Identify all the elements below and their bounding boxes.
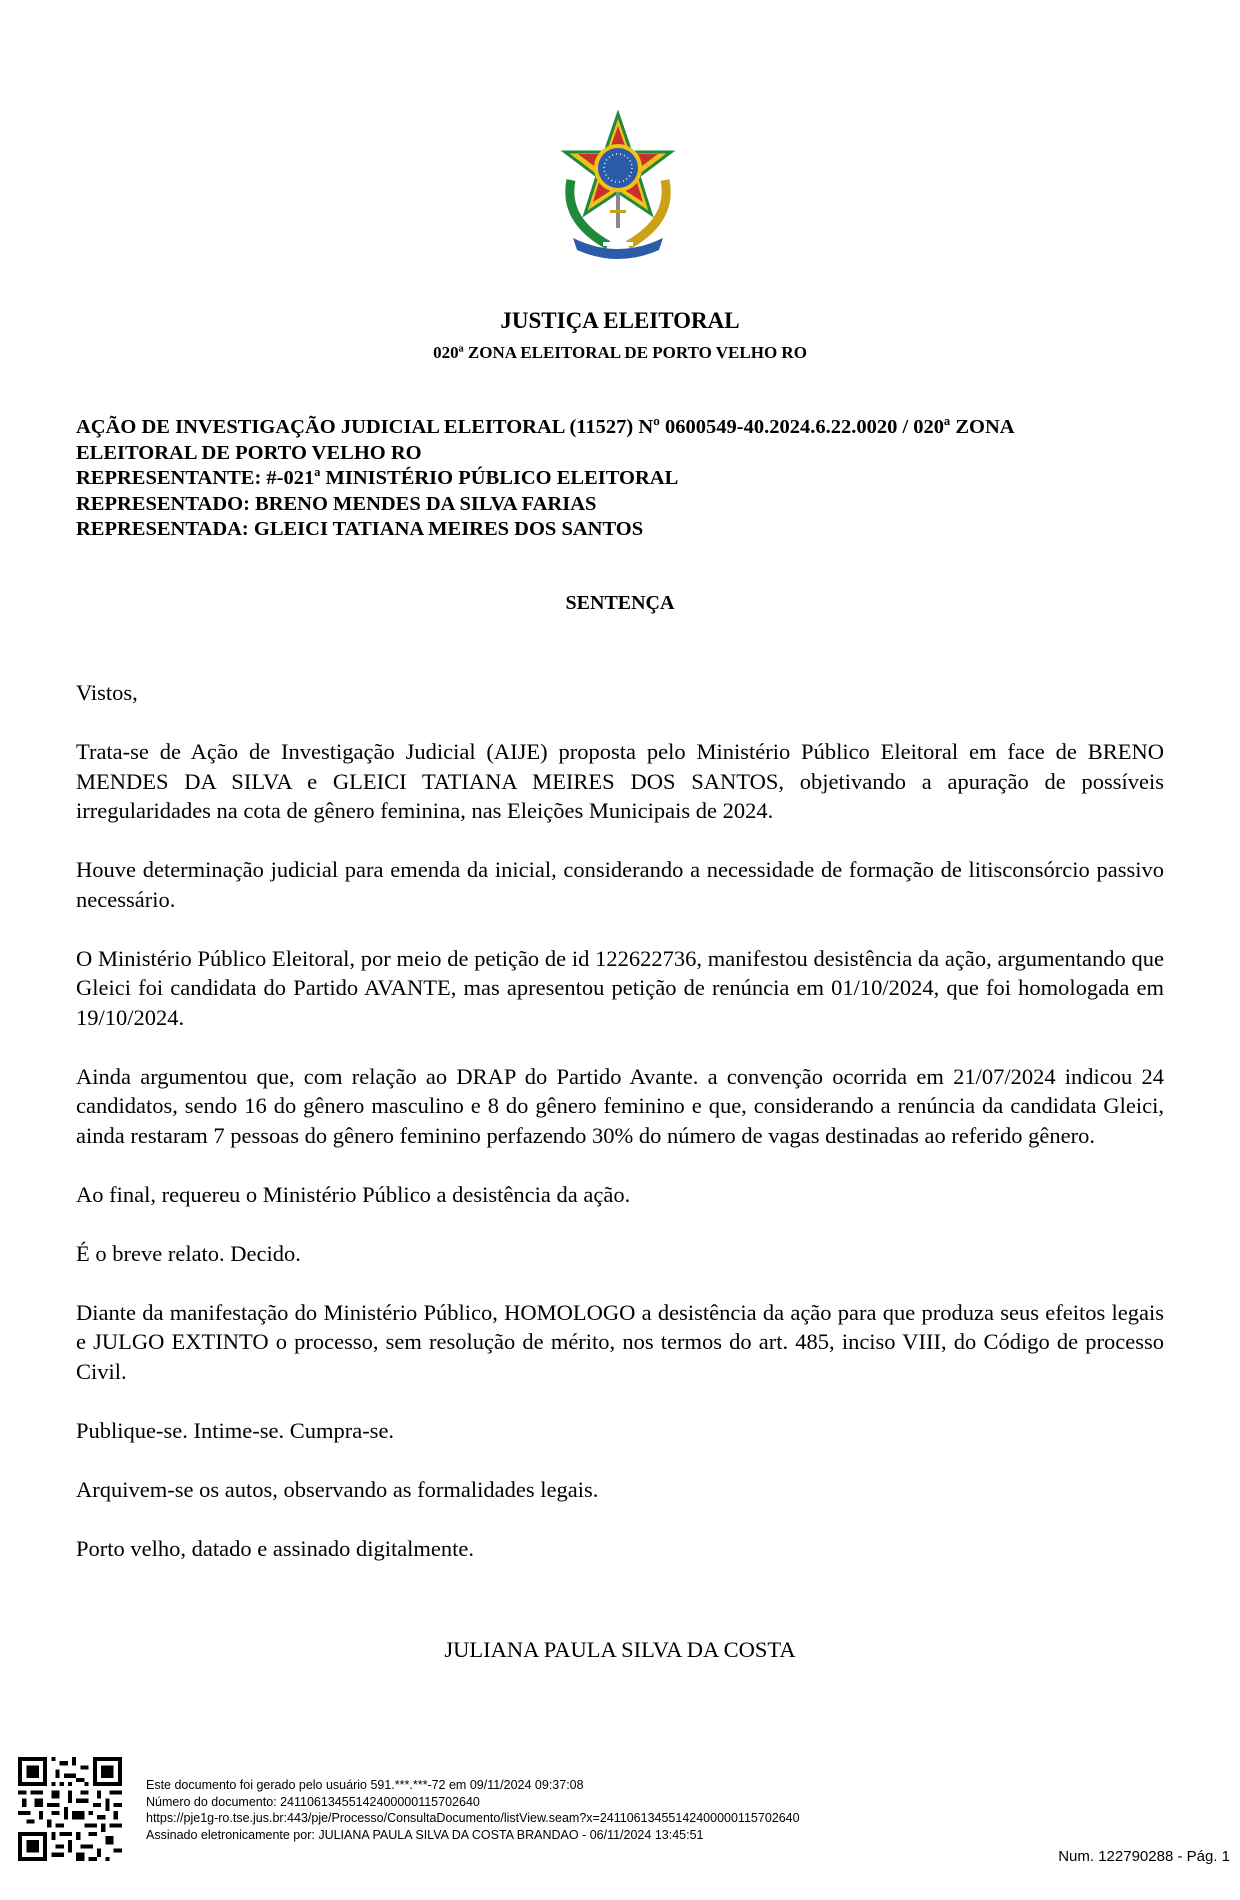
footer-line: Número do documento: 24110613455142400000115702640	[146, 1794, 480, 1809]
caption-line: REPRESENTADO: BRENO MENDES DA SILVA FARIAS	[76, 492, 597, 515]
paragraph: Houve determinação judicial para emenda da inicial, considerando a necessidade de formação de litisconsórcio passivo necessário.	[76, 857, 1164, 912]
document-body	[76, 678, 1164, 1593]
paragraph: É o breve relato. Decido.	[76, 1240, 301, 1266]
paragraph: Publique-se. Intime-se. Cumpra-se.	[76, 1417, 395, 1443]
paragraph: Porto velho, datado e assinado digitalmente.	[76, 1535, 475, 1561]
caption-line: ELEITORAL DE PORTO VELHO RO	[76, 441, 422, 464]
brazil-coat-of-arms-icon	[553, 110, 683, 262]
signer-name: JULIANA PAULA SILVA DA COSTA	[444, 1637, 796, 1662]
paragraph: Trata-se de Ação de Investigação Judicial (AIJE) proposta pelo Ministério Público Eleitoral em face de BRENO MENDES DA SILVA e GLEICI TATIANA MEIRES DOS SANTOS, objetivando a apuração de possíveis irregularidades na cota de gênero feminina, nas Eleições Municipais de 2024.	[76, 739, 1164, 823]
paragraph: Diante da manifestação do Ministério Público, HOMOLOGO a desistência da ação para que produza seus efeitos legais e JULGO EXTINTO o processo, sem resolução de mérito, nos termos do art. 485, inciso VIII, do Código de processo Civil.	[76, 1299, 1164, 1384]
paragraph: Ainda argumentou que, com relação ao DRAP do Partido Avante. a convenção ocorrida em 21/07/2024 indicou 24 candidatos, sendo 16 do gênero masculino e 8 do gênero feminino e que, considerando a renúncia da candidata Gleici, ainda restaram 7 pessoas do gênero feminino perfazendo 30% do número de vagas destinadas ao referido gênero.	[76, 1063, 1164, 1148]
paragraph: O Ministério Público Eleitoral, por meio de petição de id 122622736, manifestou desistência da ação, argumentando que Gleici foi candidata do Partido AVANTE, mas apresentou petição de renúncia em 01/10/2024, que foi homologada em 19/10/2024.	[76, 945, 1164, 1030]
institution-title: JUSTIÇA ELEITORAL	[500, 308, 740, 333]
greeting: Vistos,	[76, 680, 138, 705]
document-title: SENTENÇA	[565, 592, 675, 614]
caption-line: REPRESENTANTE: #-021ª MINISTÉRIO PÚBLICO ELEITORAL	[76, 467, 679, 489]
paragraph: Arquivem-se os autos, observando as formalidades legais.	[76, 1476, 599, 1502]
footer-line: Este documento foi gerado pelo usuário 591.***.***-72 em 09/11/2024 09:37:08	[146, 1778, 584, 1792]
page-number: Num. 122790288 - Pág. 1	[1058, 1848, 1230, 1865]
case-caption	[76, 415, 1166, 543]
paragraph: Ao final, requereu o Ministério Público a desistência da ação.	[76, 1181, 631, 1207]
caption-line: REPRESENTADA: GLEICI TATIANA MEIRES DOS SANTOS	[76, 518, 644, 540]
electronic-signature-footer	[146, 1777, 800, 1843]
caption-line: AÇÃO DE INVESTIGAÇÃO JUDICIAL ELEITORAL (11527) Nº 0600549-40.2024.6.22.0020 / 020ª ZONA	[76, 416, 1015, 438]
zone-subtitle: 020ª ZONA ELEITORAL DE PORTO VELHO RO	[433, 343, 807, 362]
qr-code-icon[interactable]	[18, 1757, 122, 1861]
footer-link[interactable]: https://pje1g-ro.tse.jus.br:443/pje/Processo/ConsultaDocumento/listView.seam?x=24110613455142400000115702640	[146, 1811, 800, 1825]
footer-line: Assinado eletronicamente por: JULIANA PAULA SILVA DA COSTA BRANDAO - 06/11/2024 13:45:51	[146, 1827, 704, 1842]
